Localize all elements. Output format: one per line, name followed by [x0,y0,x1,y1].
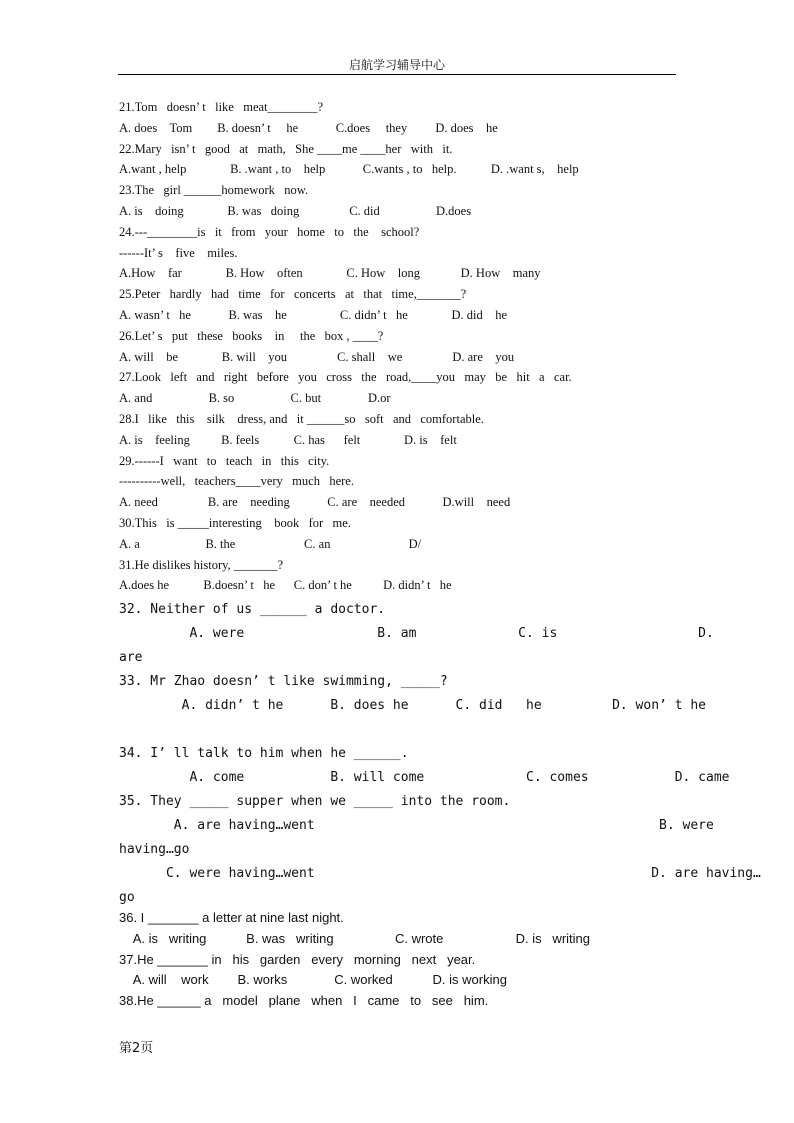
question-31: 31.He dislikes history, _______? [119,558,284,572]
page-number: 第2页 [119,1041,154,1056]
options-33: A. didn’ t he B. does he C. did he D. won’ t he [119,698,706,713]
question-26: 26.Let’ s put these books in the box , ____? [119,329,384,343]
options-36: A. is writing B. was writing C. wrote D. is writing [119,931,590,946]
options-32: A. were B. am C. is D. [119,626,714,641]
options-32-wrap: are [119,650,143,665]
question-28: 28.I like this silk dress, and it ______so soft and comfortable. [119,412,484,426]
question-22: 22.Mary isn’ t good at math, She ____me ____her with it. [119,142,453,156]
options-35-ab: A. are having…went B. were [119,818,714,833]
question-37: 37.He _______ in his garden every morning next year. [119,952,476,967]
options-35-cd-wrap: go [119,890,135,905]
question-23: 23.The girl ______homework now. [119,183,309,197]
options-27: A. and B. so C. but D.or [119,391,391,405]
question-36: 36. I _______ a letter at nine last night. [119,910,344,925]
question-24-reply: ------It’ s five miles. [119,246,238,260]
options-29: A. need B. are needing C. are needed D.will need [119,495,511,509]
question-29: 29.------I want to teach in this city. [119,454,330,468]
page-header: 启航学习辅导中心 [118,56,676,75]
options-22: A.want , help B. .want , to help C.wants , to help. D. .want s, help [119,162,579,176]
question-35: 35. They _____ supper when we _____ into the room. [119,794,511,809]
question-38: 38.He ______ a model plane when I came to see him. [119,993,489,1008]
options-31: A.does he B.doesn’ t he C. don’ t he D. didn’ t he [119,578,452,592]
question-32: 32. Neither of us ______ a doctor. [119,602,386,617]
question-33: 33. Mr Zhao doesn’ t like swimming, _____? [119,674,448,689]
question-21: 21.Tom doesn’ t like meat________? [119,100,324,114]
options-34: A. come B. will come C. comes D. came [119,770,730,785]
options-28: A. is feeling B. feels C. has felt D. is felt [119,433,457,447]
options-25: A. wasn’ t he B. was he C. didn’ t he D. did he [119,308,508,322]
options-30: A. a B. the C. an D/ [119,537,422,551]
question-27: 27.Look left and right before you cross the road,____you may be hit a car. [119,370,572,384]
question-34: 34. I’ ll talk to him when he ______. [119,746,409,761]
question-29-reply: ----------well, teachers____very much here. [119,474,354,488]
question-24: 24.---________is it from your home to the school? [119,225,420,239]
options-35-cd: C. were having…went D. are having… [119,866,761,881]
options-21: A. does Tom B. doesn’ t he C.does they D. does he [119,121,498,135]
options-23: A. is doing B. was doing C. did D.does [119,204,472,218]
question-30: 30.This is _____interesting book for me. [119,516,351,530]
options-26: A. will be B. will you C. shall we D. are you [119,350,515,364]
options-35-ab-wrap: having…go [119,842,190,857]
options-37: A. will work B. works C. worked D. is working [119,972,507,987]
question-25: 25.Peter hardly had time for concerts at that time,_______? [119,287,467,301]
options-24: A.How far B. How often C. How long D. How many [119,266,541,280]
